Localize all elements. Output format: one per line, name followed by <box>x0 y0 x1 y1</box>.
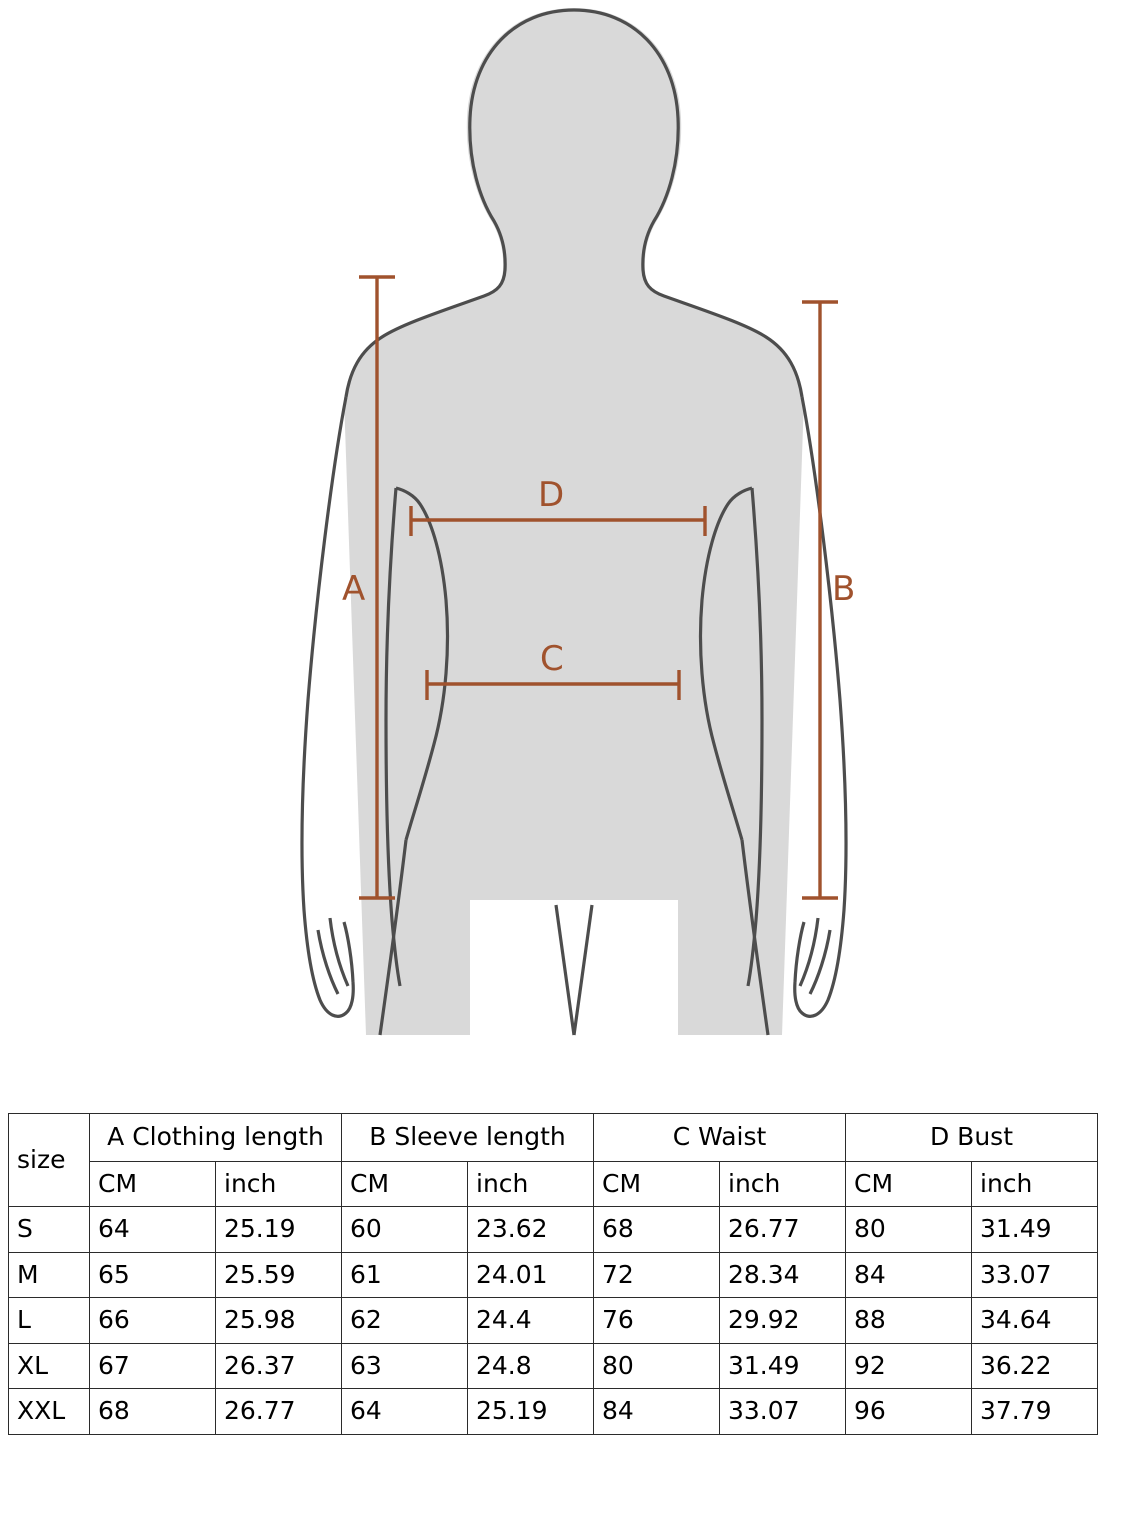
header-group-d: D Bust <box>846 1114 1098 1162</box>
cell-b-cm: 64 <box>342 1389 468 1435</box>
cell-a-inch: 26.77 <box>216 1389 342 1435</box>
label-b: B <box>832 569 856 609</box>
cell-d-inch: 33.07 <box>972 1252 1098 1298</box>
cell-b-cm: 61 <box>342 1252 468 1298</box>
header-b-cm: CM <box>342 1161 468 1207</box>
header-group-a: A Clothing length <box>90 1114 342 1162</box>
cell-d-cm: 96 <box>846 1389 972 1435</box>
header-group-c: C Waist <box>594 1114 846 1162</box>
cell-size: S <box>9 1207 90 1253</box>
table-header-units <box>9 1161 1098 1207</box>
cell-c-cm: 72 <box>594 1252 720 1298</box>
cell-b-inch: 23.62 <box>468 1207 594 1253</box>
header-a-cm: CM <box>90 1161 216 1207</box>
cell-size: L <box>9 1298 90 1344</box>
cell-c-inch: 33.07 <box>720 1389 846 1435</box>
header-size: size <box>9 1114 90 1207</box>
header-c-cm: CM <box>594 1161 720 1207</box>
cell-b-cm: 60 <box>342 1207 468 1253</box>
size-table <box>8 1113 1098 1435</box>
cell-b-inch: 25.19 <box>468 1389 594 1435</box>
label-a: A <box>342 569 366 609</box>
table-row <box>9 1252 1098 1298</box>
cell-a-inch: 25.19 <box>216 1207 342 1253</box>
table-row <box>9 1207 1098 1253</box>
cell-c-cm: 68 <box>594 1207 720 1253</box>
cell-b-inch: 24.01 <box>468 1252 594 1298</box>
cell-size: M <box>9 1252 90 1298</box>
cell-d-cm: 92 <box>846 1343 972 1389</box>
cell-c-inch: 26.77 <box>720 1207 846 1253</box>
table-row <box>9 1389 1098 1435</box>
cell-c-cm: 80 <box>594 1343 720 1389</box>
cell-a-inch: 26.37 <box>216 1343 342 1389</box>
cell-d-cm: 88 <box>846 1298 972 1344</box>
label-c: C <box>540 639 564 679</box>
cell-c-cm: 76 <box>594 1298 720 1344</box>
table-row <box>9 1298 1098 1344</box>
header-group-b: B Sleeve length <box>342 1114 594 1162</box>
cell-size: XL <box>9 1343 90 1389</box>
cell-a-inch: 25.98 <box>216 1298 342 1344</box>
label-d: D <box>538 475 565 515</box>
cell-a-cm: 65 <box>90 1252 216 1298</box>
cell-c-inch: 31.49 <box>720 1343 846 1389</box>
cell-a-inch: 25.59 <box>216 1252 342 1298</box>
cell-b-cm: 63 <box>342 1343 468 1389</box>
header-d-cm: CM <box>846 1161 972 1207</box>
cell-d-cm: 80 <box>846 1207 972 1253</box>
cell-b-cm: 62 <box>342 1298 468 1344</box>
table-row <box>9 1343 1098 1389</box>
cell-a-cm: 64 <box>90 1207 216 1253</box>
cell-size: XXL <box>9 1389 90 1435</box>
cell-d-inch: 36.22 <box>972 1343 1098 1389</box>
header-a-inch: inch <box>216 1161 342 1207</box>
cell-a-cm: 67 <box>90 1343 216 1389</box>
table-header-groups <box>9 1114 1098 1162</box>
header-b-inch: inch <box>468 1161 594 1207</box>
cell-c-cm: 84 <box>594 1389 720 1435</box>
header-d-inch: inch <box>972 1161 1098 1207</box>
cell-b-inch: 24.4 <box>468 1298 594 1344</box>
cell-b-inch: 24.8 <box>468 1343 594 1389</box>
cell-c-inch: 29.92 <box>720 1298 846 1344</box>
cell-a-cm: 68 <box>90 1389 216 1435</box>
cell-d-inch: 31.49 <box>972 1207 1098 1253</box>
cell-d-inch: 37.79 <box>972 1389 1098 1435</box>
size-chart <box>8 1113 1098 1435</box>
cell-c-inch: 28.34 <box>720 1252 846 1298</box>
cell-d-inch: 34.64 <box>972 1298 1098 1344</box>
cell-d-cm: 84 <box>846 1252 972 1298</box>
header-c-inch: inch <box>720 1161 846 1207</box>
cell-a-cm: 66 <box>90 1298 216 1344</box>
